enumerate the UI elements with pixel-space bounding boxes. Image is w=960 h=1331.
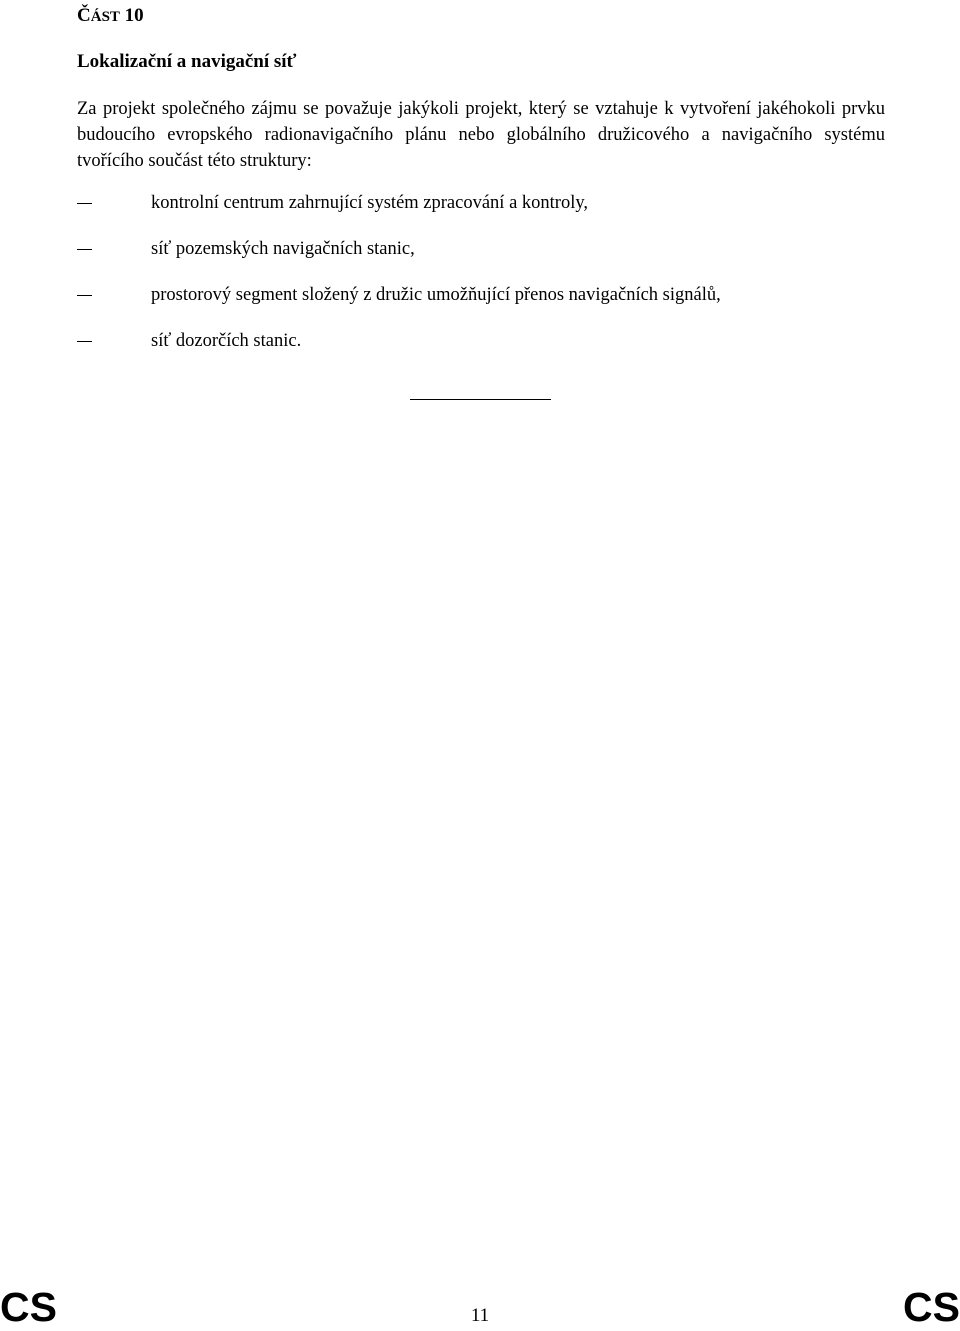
part-heading-rest: ÁST (90, 9, 120, 25)
dash-bullet (77, 249, 92, 250)
list-item-text: prostorový segment složený z družic umožňující přenos navigačních signálů, (151, 285, 721, 305)
list-item-text: síť dozorčích stanic. (151, 331, 302, 351)
part-number: 10 (124, 5, 144, 26)
dash-bullet (77, 341, 92, 342)
intro-paragraph: Za projekt společného zájmu se považuje jakýkoli projekt, který se vztahuje k vytvoření jakéhokoli prvku budoucího evropského radionavigačního plánu nebo globálního družicového a navigačního systému tvořícího součást této struktury: (77, 99, 885, 171)
dash-bullet (77, 295, 92, 296)
list-item-text: kontrolní centrum zahrnující systém zpracování a kontroly, (151, 193, 589, 213)
list-item-text: síť pozemských navigačních stanic, (151, 239, 415, 259)
part-heading (77, 4, 144, 29)
end-rule (410, 399, 551, 400)
dash-bullet (77, 203, 92, 204)
footer-language-right: CS (903, 1284, 960, 1330)
page-number: 11 (470, 1305, 490, 1326)
footer-language-left: CS (0, 1284, 57, 1330)
part-heading-initial: Č (77, 5, 91, 26)
section-title: Lokalizační a navigační síť (77, 51, 297, 72)
